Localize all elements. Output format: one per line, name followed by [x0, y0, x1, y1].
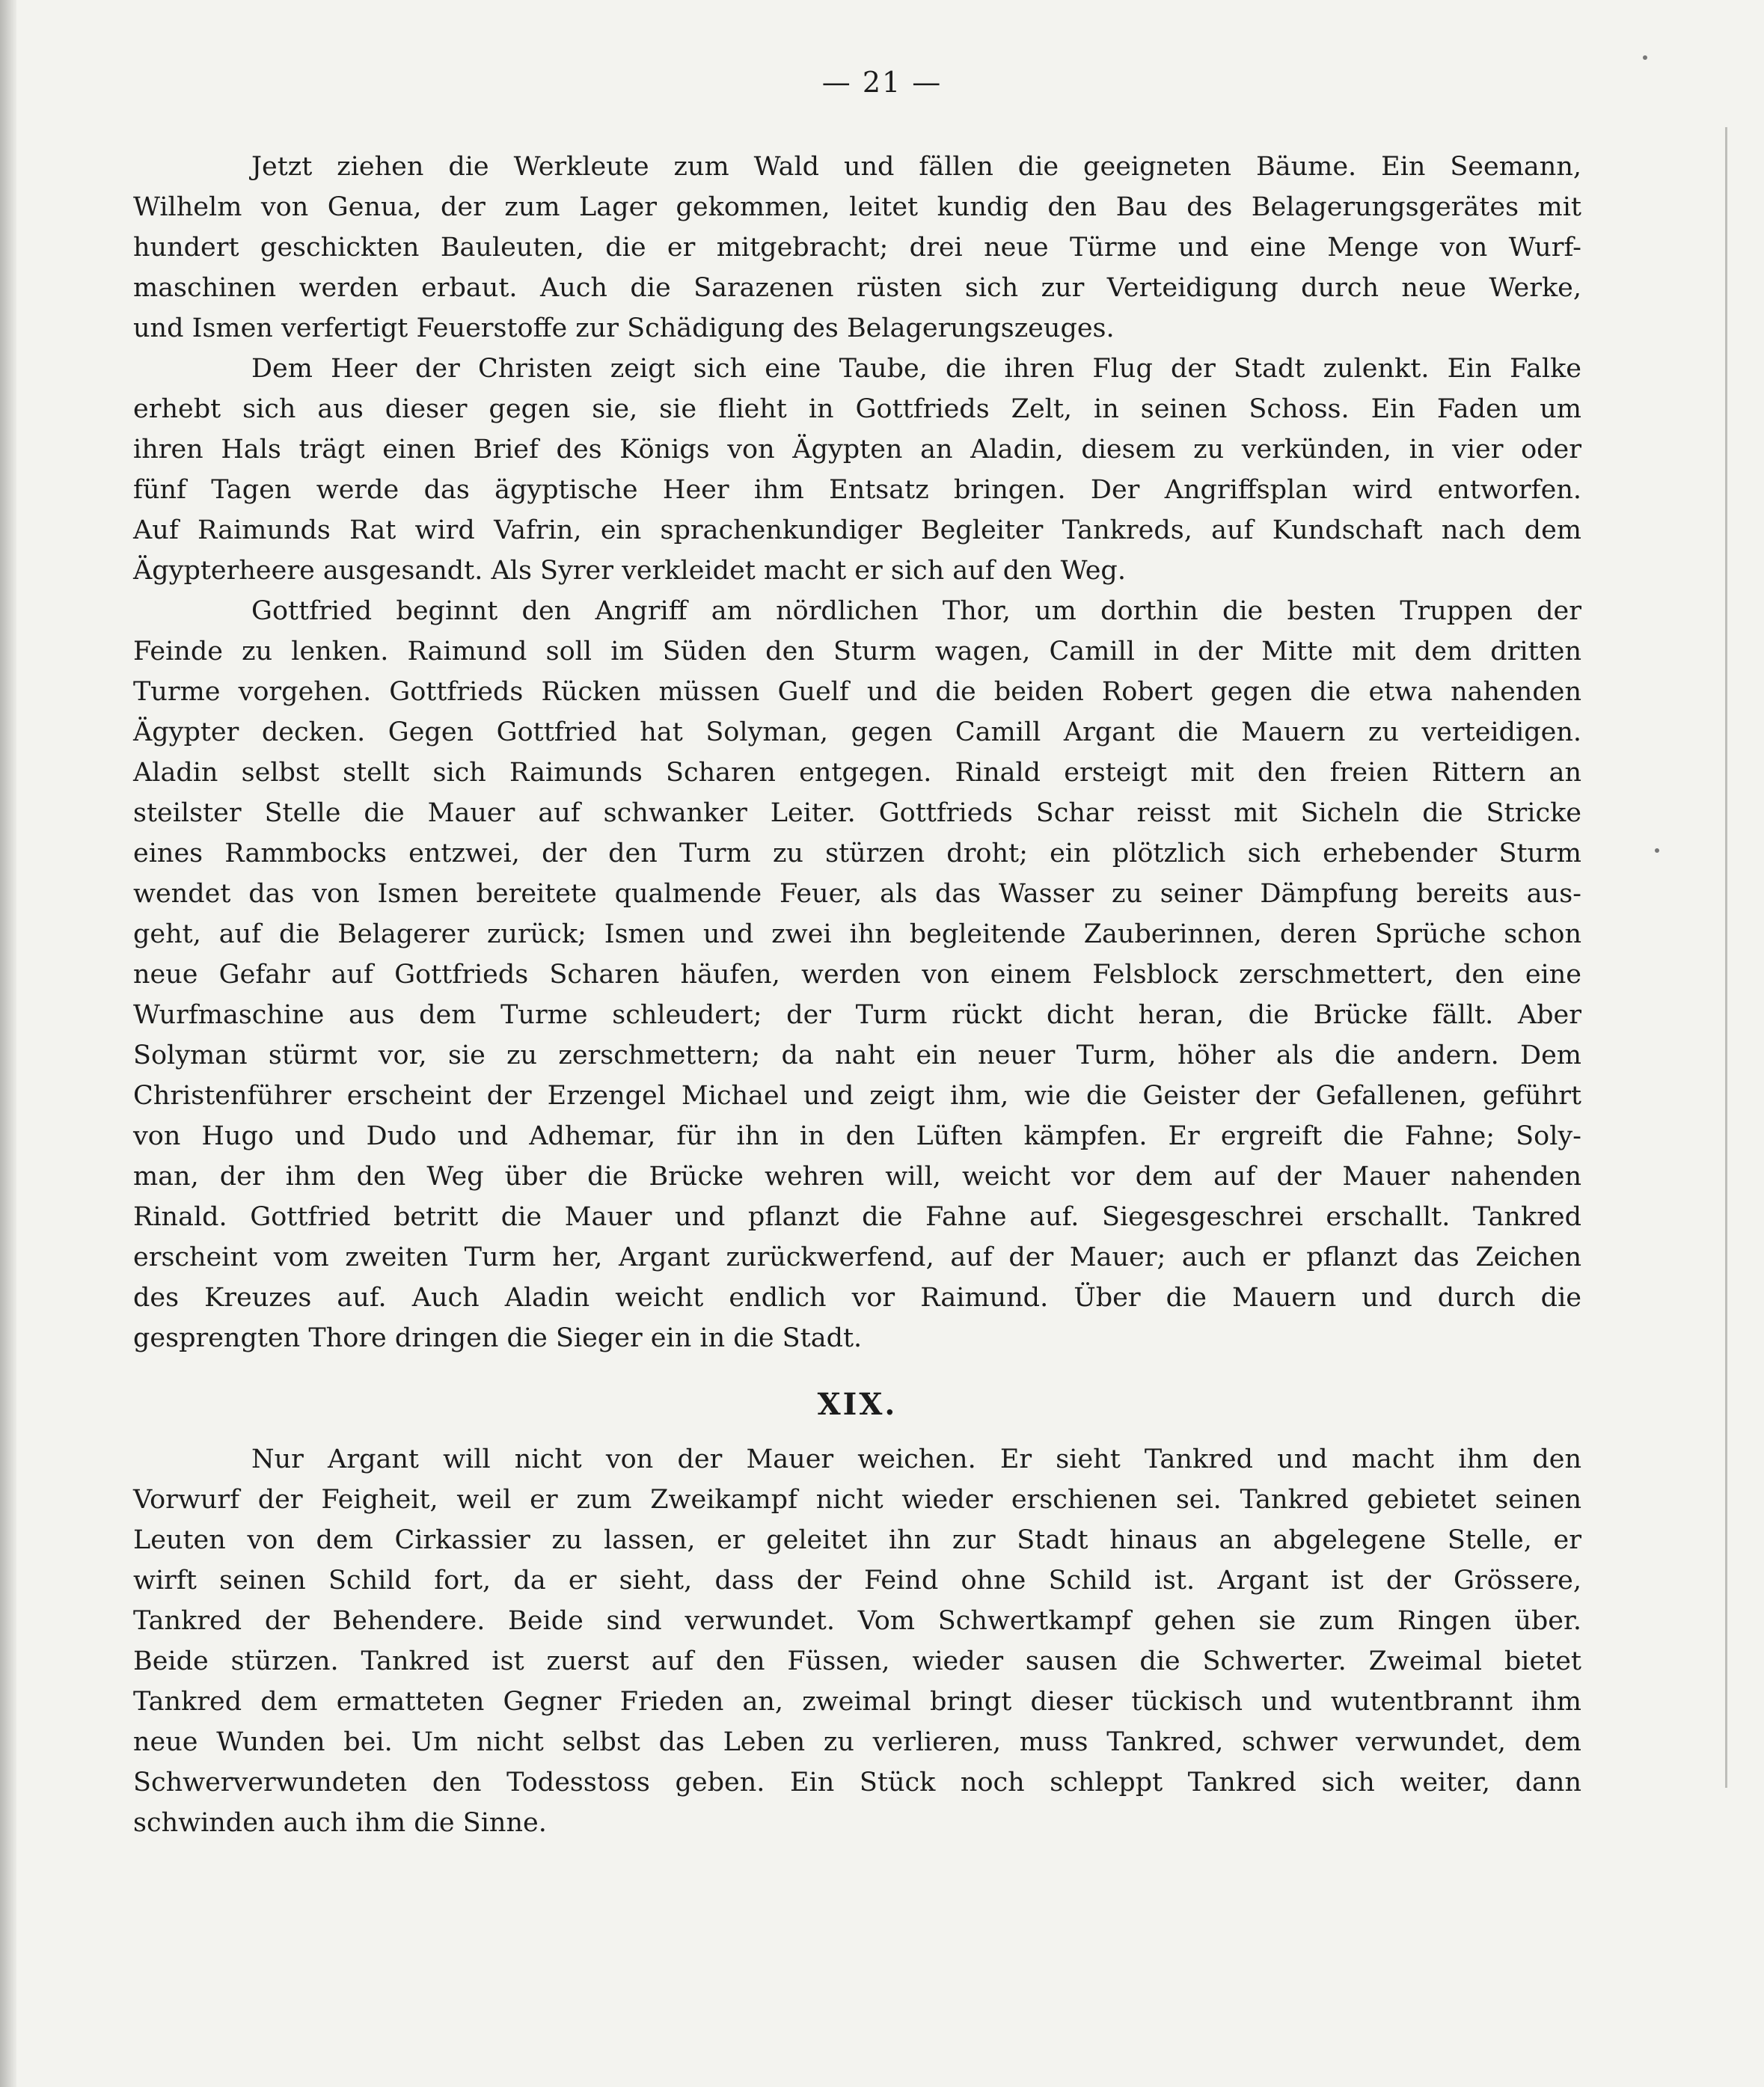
page-edge-rule — [1725, 127, 1727, 1788]
text-line: Aladin selbst stellt sich Raimunds Scharen entgegen. Rinald ersteigt mit den freien Rittern an — [133, 758, 1581, 788]
text-line: Wurfmaschine aus dem Turme schleudert; der Turm rückt dicht heran, die Brücke fällt. Aber — [133, 1000, 1581, 1030]
text-line: Tankred dem ermatteten Gegner Frieden an, zweimal bringt dieser tückisch und wutentbrannt ihm — [133, 1687, 1581, 1717]
text-line: Auf Raimunds Rat wird Vafrin, ein sprachenkundiger Begleiter Tankreds, auf Kundschaft nach dem — [133, 515, 1581, 545]
text-line: Turme vorgehen. Gottfrieds Rücken müssen Guelf und die beiden Robert gegen die etwa nahenden — [133, 677, 1581, 707]
paper-speck — [1655, 848, 1659, 853]
text-line: hundert geschickten Bauleuten, die er mitgebracht; drei neue Türme und eine Menge von Wurf- — [133, 233, 1581, 263]
text-line: gesprengten Thore dringen die Sieger ein in die Stadt. — [133, 1323, 863, 1353]
text-line: Jetzt ziehen die Werkleute zum Wald und fällen die geeigneten Bäume. Ein Seemann, — [251, 152, 1581, 182]
text-line: schwinden auch ihm die Sinne. — [133, 1808, 547, 1838]
text-line: Ägypterheere ausgesandt. Als Syrer verkleidet macht er sich auf den Weg. — [133, 556, 1126, 586]
text-line: und Ismen verfertigt Feuerstoffe zur Schädigung des Belagerungszeuges. — [133, 313, 1115, 343]
binding-shadow — [0, 0, 16, 2087]
text-line: neue Wunden bei. Um nicht selbst das Leben zu verlieren, muss Tankred, schwer verwundet, dem — [133, 1727, 1581, 1757]
text-line: Dem Heer der Christen zeigt sich eine Taube, die ihren Flug der Stadt zulenkt. Ein Falke — [251, 354, 1581, 384]
text-line: geht, auf die Belagerer zurück; Ismen und zwei ihn begleitende Zauberinnen, deren Sprüche schon — [133, 919, 1581, 949]
text-line: ihren Hals trägt einen Brief des Königs von Ägypten an Aladin, diesem zu verkünden, in vier oder — [133, 435, 1581, 465]
text-line: Beide stürzen. Tankred ist zuerst auf den Füssen, wieder sausen die Schwerter. Zweimal bietet — [133, 1646, 1581, 1676]
text-line: Leuten von dem Cirkassier zu lassen, er geleitet ihn zur Stadt hinaus an abgelegene Stelle, er — [133, 1525, 1581, 1555]
paper-speck — [1643, 55, 1647, 60]
text-line: von Hugo und Dudo und Adhemar, für ihn in den Lüften kämpfen. Er ergreift die Fahne; Soly- — [133, 1121, 1581, 1151]
text-line: des Kreuzes auf. Auch Aladin weicht endlich vor Raimund. Über die Mauern und durch die — [133, 1283, 1581, 1313]
text-line: neue Gefahr auf Gottfrieds Scharen häufen, werden von einem Felsblock zerschmettert, den eine — [133, 960, 1581, 990]
text-line: maschinen werden erbaut. Auch die Sarazenen rüsten sich zur Verteidigung durch neue Werke, — [133, 273, 1581, 303]
text-line: Wilhelm von Genua, der zum Lager gekommen, leitet kundig den Bau des Belagerungsgerätes mit — [133, 192, 1581, 222]
text-line: man, der ihm den Weg über die Brücke wehren will, weicht vor dem auf der Mauer nahenden — [133, 1162, 1581, 1192]
text-line: erscheint vom zweiten Turm her, Argant zurückwerfend, auf der Mauer; auch er pflanzt das Zeichen — [133, 1242, 1581, 1272]
text-line: Feinde zu lenken. Raimund soll im Süden den Sturm wagen, Camill in der Mitte mit dem dritten — [133, 637, 1581, 666]
text-line: Christenführer erscheint der Erzengel Michael und zeigt ihm, wie die Geister der Gefallenen, geführt — [133, 1081, 1581, 1111]
text-line: Gottfried beginnt den Angriff am nördlichen Thor, um dorthin die besten Truppen der — [251, 596, 1581, 626]
text-line: erhebt sich aus dieser gegen sie, sie flieht in Gottfrieds Zelt, in seinen Schoss. Ein Faden um — [133, 394, 1581, 424]
text-line: wirft seinen Schild fort, da er sieht, dass der Feind ohne Schild ist. Argant ist der Grössere, — [133, 1566, 1581, 1596]
page-body — [133, 147, 1581, 1843]
text-line: Vorwurf der Feigheit, weil er zum Zweikampf nicht wieder erschienen sei. Tankred gebietet seinen — [133, 1485, 1581, 1515]
text-line: Ägypter decken. Gegen Gottfried hat Solyman, gegen Camill Argant die Mauern zu verteidigen. — [133, 717, 1581, 747]
text-line: Solyman stürmt vor, sie zu zerschmettern; da naht ein neuer Turm, höher als die andern. Dem — [133, 1041, 1581, 1070]
text-line: wendet das von Ismen bereitete qualmende Feuer, als das Wasser zu seiner Dämpfung bereits aus- — [133, 879, 1581, 909]
text-line: Tankred der Behendere. Beide sind verwundet. Vom Schwertkampf gehen sie zum Ringen über. — [133, 1606, 1581, 1636]
page-number: — 21 — — [821, 66, 943, 99]
section-heading: XIX. — [817, 1387, 898, 1422]
text-line: eines Rammbocks entzwei, der den Turm zu stürzen droht; ein plötzlich sich erhebender Sturm — [133, 839, 1581, 868]
text-line: Rinald. Gottfried betritt die Mauer und pflanzt die Fahne auf. Siegesgeschrei erschallt. Tankred — [133, 1202, 1581, 1232]
text-line: fünf Tagen werde das ägyptische Heer ihm Entsatz bringen. Der Angriffsplan wird entworfen. — [133, 475, 1581, 505]
text-line: Nur Argant will nicht von der Mauer weichen. Er sieht Tankred und macht ihm den — [251, 1444, 1581, 1474]
text-line: steilster Stelle die Mauer auf schwanker Leiter. Gottfrieds Schar reisst mit Sicheln die Stricke — [133, 798, 1581, 828]
text-line: Schwerverwundeten den Todesstoss geben. Ein Stück noch schleppt Tankred sich weiter, dann — [133, 1768, 1581, 1798]
